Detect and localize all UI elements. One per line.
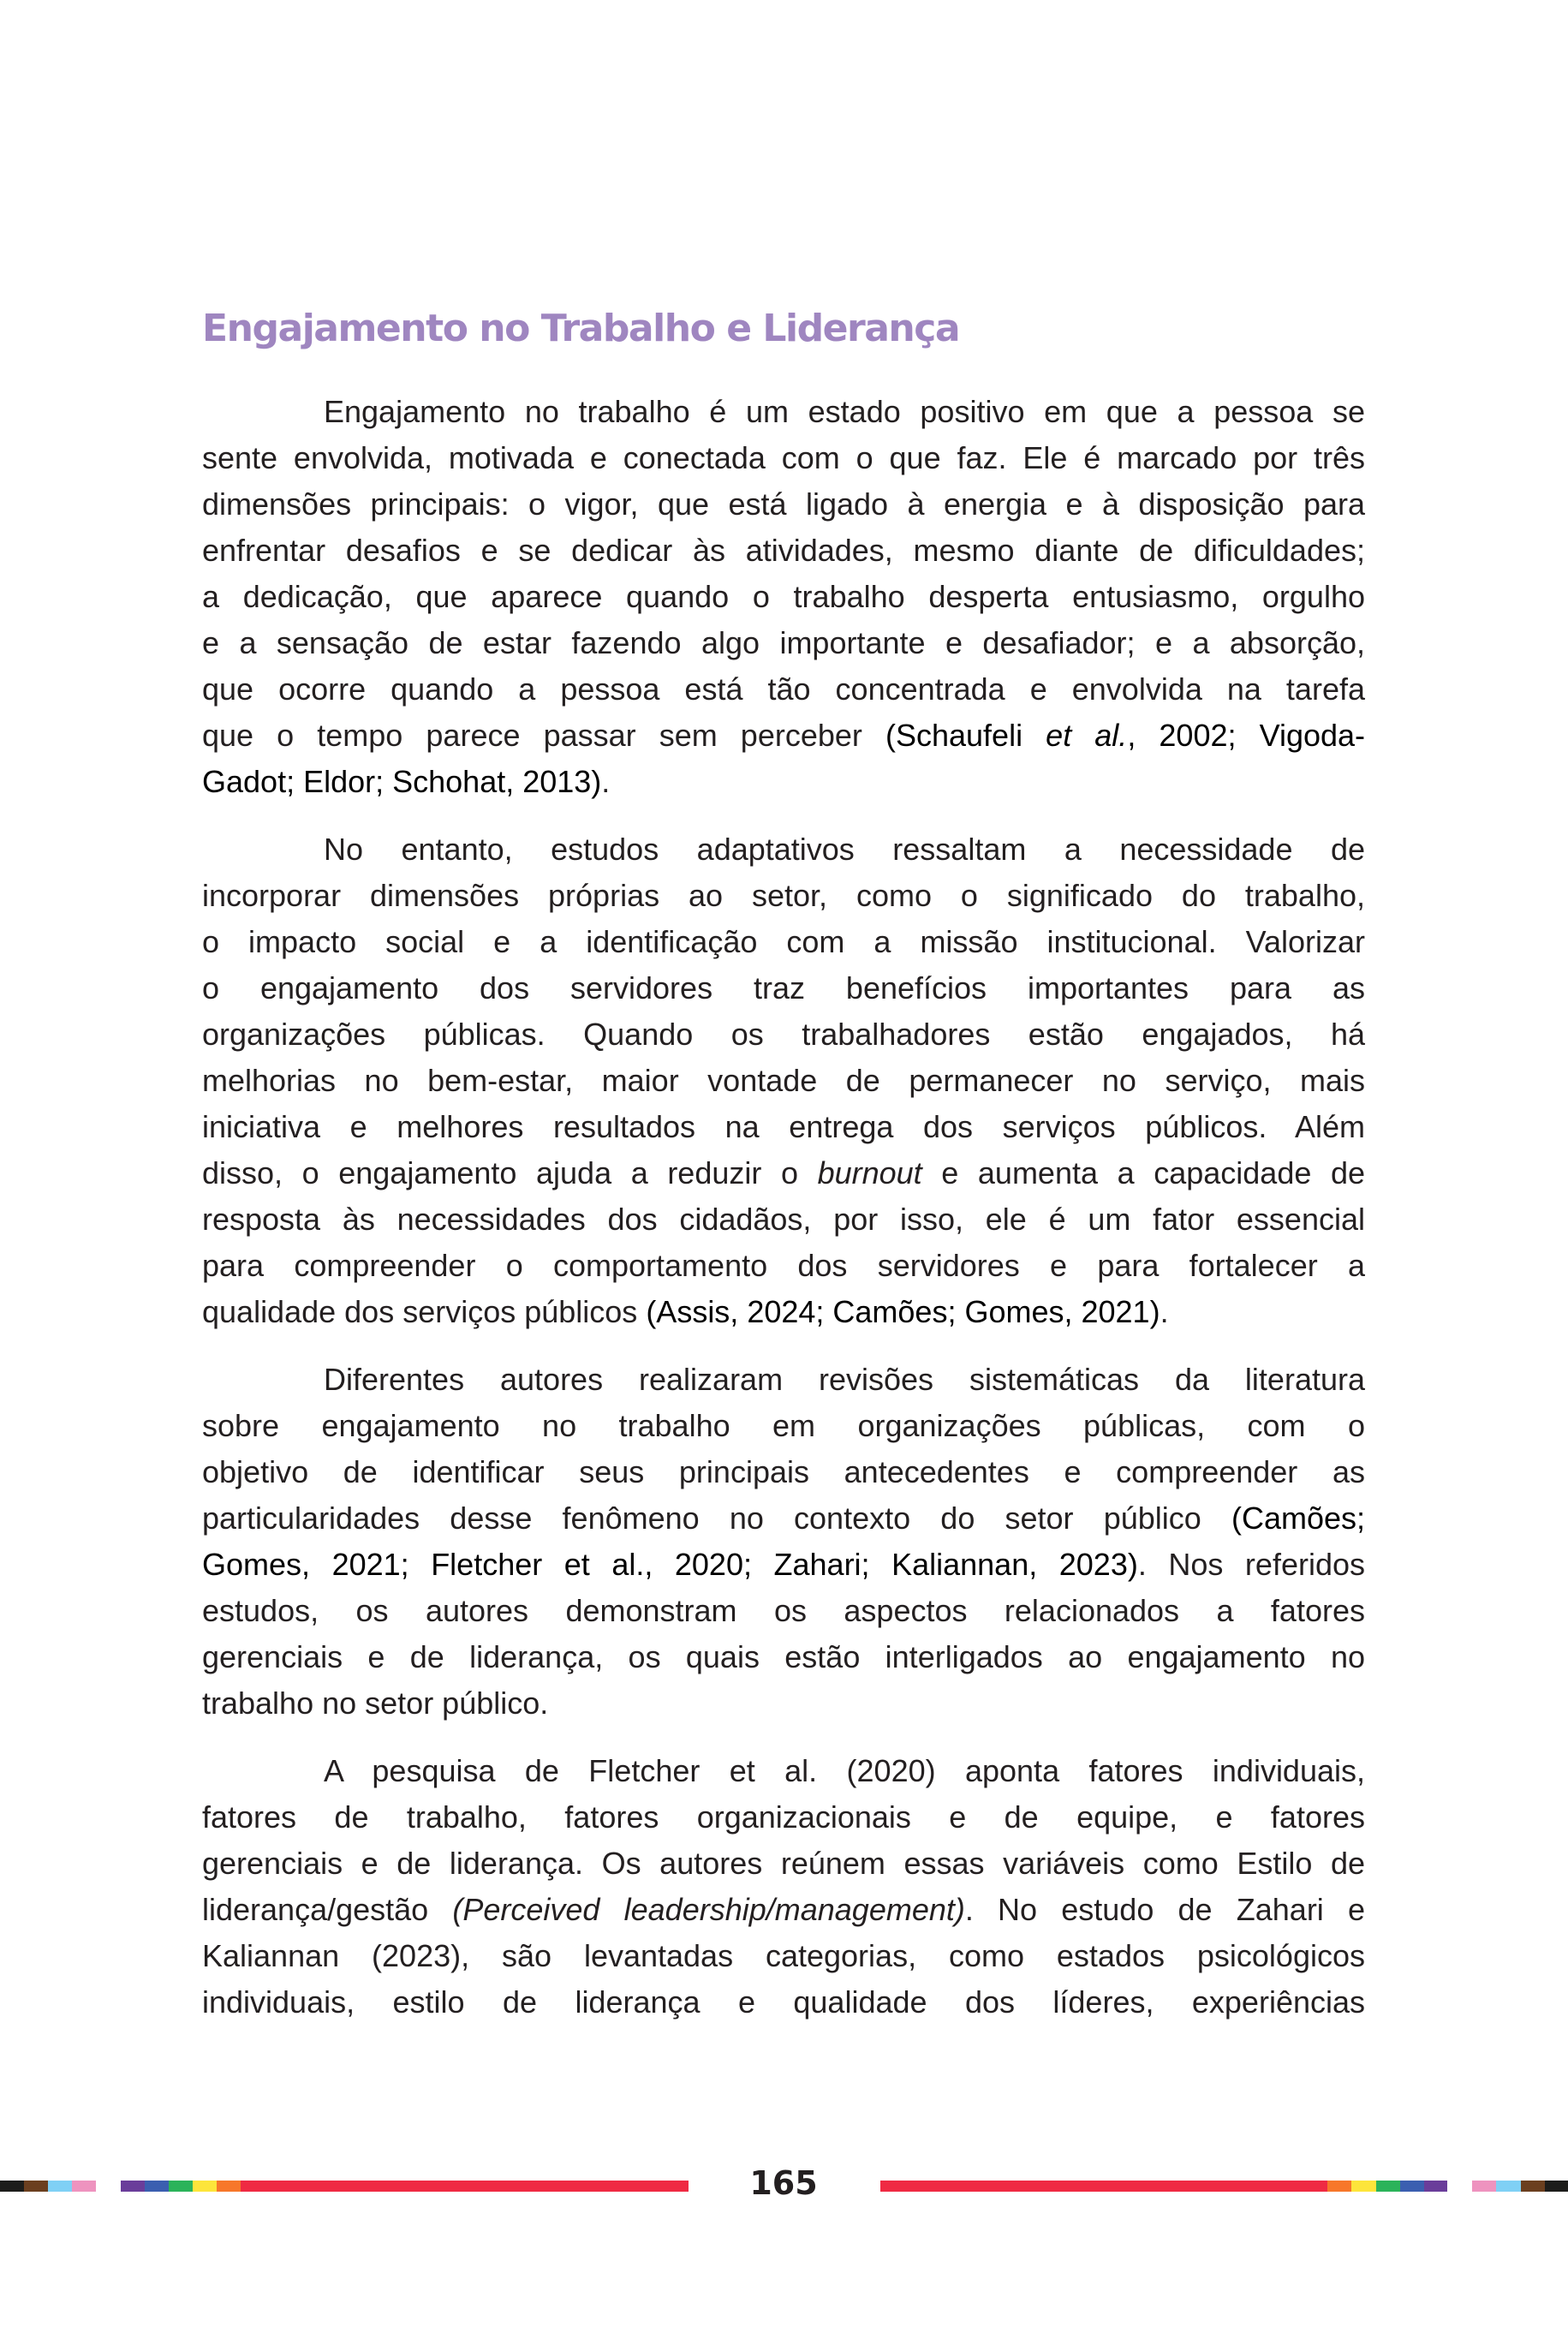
text-line-content (202, 1243, 1365, 1289)
text-line-content (324, 389, 1365, 435)
text-run: para compreender o comportamento dos servidores e para fortalecer a (202, 1248, 1365, 1283)
text-line-content (202, 919, 1365, 965)
text-run: disso, o engajamento ajuda a reduzir o (202, 1155, 818, 1190)
text-run: que o tempo parece passar sem perceber (202, 718, 885, 753)
text-line-content (202, 1058, 1365, 1104)
text-line-content (202, 1933, 1365, 1979)
text-run: . (1160, 1294, 1169, 1329)
text-run: que ocorre quando a pessoa está tão concentrada e envolvida na tarefa (202, 671, 1365, 707)
italic-text: burnout (817, 1155, 922, 1190)
text-line (202, 1933, 1365, 1979)
stripe-blue (145, 2181, 169, 2192)
text-line-content (202, 1150, 1365, 1196)
text-line-content (202, 1979, 1365, 2026)
text-line-content (202, 1289, 1365, 1335)
text-line (202, 1588, 1365, 1634)
text-line (202, 1634, 1365, 1680)
stripe-yellow (1351, 2181, 1376, 2192)
stripe-pink (72, 2181, 96, 2192)
text-line (202, 1887, 1365, 1933)
citation: (Camões; (1231, 1501, 1365, 1536)
text-run: . Nos referidos (1137, 1547, 1365, 1582)
text-run: e a sensação de estar fazendo algo importante e desafiador; e a absorção, (202, 625, 1365, 660)
text-line (324, 826, 1365, 873)
text-run: . (601, 764, 611, 799)
text-line (324, 1748, 1365, 1794)
text-line-content (202, 666, 1365, 713)
text-run: e aumenta a capacidade de (921, 1155, 1366, 1190)
stripe-yellow (193, 2181, 217, 2192)
text-run: sente envolvida, motivada e conectada com o que faz. Ele é marcado por três (202, 440, 1365, 475)
text-line (202, 873, 1365, 919)
text-line-content (202, 1196, 1365, 1243)
text-line (202, 965, 1365, 1011)
citation: et al. (1046, 718, 1128, 753)
text-run: estudos, os autores demonstram os aspectos relacionados a fatores (202, 1593, 1365, 1628)
text-run: qualidade dos serviços públicos (202, 1294, 647, 1329)
citation: , 2002; Vigoda- (1127, 718, 1366, 753)
text-run: sobre engajamento no trabalho em organizações públicas, com o (202, 1408, 1365, 1443)
stripe-light-blue (1496, 2181, 1521, 2192)
text-line-content (202, 1104, 1365, 1150)
stripe-light-blue (48, 2181, 72, 2192)
stripe-blue (1400, 2181, 1424, 2192)
text-run: a dedicação, que aparece quando o trabalho desperta entusiasmo, orgulho (202, 579, 1365, 614)
text-line-content (202, 1011, 1365, 1058)
text-run: iniciativa e melhores resultados na entrega dos serviços públicos. Além (202, 1109, 1365, 1144)
text-line (202, 1150, 1365, 1196)
text-line (202, 1011, 1365, 1058)
stripe-purple (121, 2181, 145, 2192)
text-run: trabalho no setor público. (202, 1686, 549, 1721)
text-line-content (202, 1680, 1365, 1727)
text-run: organizações públicas. Quando os trabalhadores estão engajados, há (202, 1017, 1365, 1052)
text-line-content (202, 873, 1365, 919)
text-run: Kaliannan (2023), são levantadas categorias, como estados psicológicos (202, 1938, 1365, 1973)
text-line (202, 435, 1365, 481)
text-run: A pesquisa de Fletcher et al. (2020) aponta fatores individuais, (324, 1753, 1365, 1788)
text-line-content (202, 435, 1365, 481)
text-run: gerenciais e de liderança. Os autores reúnem essas variáveis como Estilo de (202, 1846, 1365, 1881)
text-line (202, 1841, 1365, 1887)
stripe-brown (24, 2181, 48, 2192)
text-run: fatores de trabalho, fatores organizacionais e de equipe, e fatores (202, 1799, 1365, 1835)
text-line-content (202, 1495, 1365, 1542)
text-line-content (324, 1748, 1365, 1794)
text-line (202, 666, 1365, 713)
text-line-content (324, 826, 1365, 873)
stripe-black (1545, 2181, 1568, 2192)
text-line (202, 1196, 1365, 1243)
citation: Gadot; Eldor; Schohat, 2013) (202, 764, 602, 799)
text-line (202, 620, 1365, 666)
text-line-content (202, 1634, 1365, 1680)
text-line (324, 1357, 1365, 1403)
text-line-content (202, 965, 1365, 1011)
text-line-content (202, 1588, 1365, 1634)
text-run: resposta às necessidades dos cidadãos, por isso, ele é um fator essencial (202, 1202, 1365, 1237)
text-line (202, 528, 1365, 574)
text-line-content (202, 481, 1365, 528)
text-line (202, 1794, 1365, 1841)
text-line-content (202, 574, 1365, 620)
stripe-green (169, 2181, 193, 2192)
text-line (202, 1495, 1365, 1542)
text-line-content (202, 759, 1365, 805)
stripe-orange (217, 2181, 241, 2192)
citation: Gomes, 2021; Fletcher et al., 2020; Zahari; Kaliannan, 2023) (202, 1547, 1138, 1582)
text-line-content (202, 1794, 1365, 1841)
stripe-red (241, 2181, 689, 2192)
text-line (202, 574, 1365, 620)
text-line (202, 1403, 1365, 1449)
text-line (202, 1542, 1365, 1588)
text-run: o impacto social e a identificação com a missão institucional. Valorizar (202, 924, 1365, 959)
text-line (202, 1979, 1365, 2026)
text-run: incorporar dimensões próprias ao setor, como o significado do trabalho, (202, 878, 1365, 913)
text-run: Diferentes autores realizaram revisões sistemáticas da literatura (324, 1362, 1365, 1397)
text-run: enfrentar desafios e se dedicar às atividades, mesmo diante de dificuldades; (202, 533, 1365, 568)
text-line (324, 389, 1365, 435)
text-line-content (202, 1449, 1365, 1495)
text-line (202, 1680, 1365, 1727)
stripe-red (880, 2181, 1327, 2192)
text-line-content (202, 713, 1365, 759)
text-run: dimensões principais: o vigor, que está ligado à energia e à disposição para (202, 486, 1365, 522)
stripe-black (0, 2181, 24, 2192)
text-line (202, 1289, 1365, 1335)
text-line-content (202, 620, 1365, 666)
text-line (202, 481, 1365, 528)
text-run: particularidades desse fenômeno no contexto do setor público (202, 1501, 1231, 1536)
text-line-content (202, 1887, 1365, 1933)
text-line (202, 1058, 1365, 1104)
text-run: . No estudo de Zahari e (964, 1892, 1366, 1927)
text-line (202, 713, 1365, 759)
text-run: gerenciais e de liderança, os quais estão interligados ao engajamento no (202, 1639, 1365, 1674)
citation: (Assis, 2024; Camões; Gomes, 2021) (646, 1294, 1160, 1329)
text-line-content (202, 1841, 1365, 1887)
text-line (202, 1104, 1365, 1150)
text-run: liderança/gestão (202, 1892, 453, 1927)
text-run: No entanto, estudos adaptativos ressaltam a necessidade de (324, 832, 1365, 867)
text-line (202, 1449, 1365, 1495)
stripe-green (1376, 2181, 1400, 2192)
page-number: 165 (749, 2164, 818, 2202)
text-line (202, 1243, 1365, 1289)
italic-text: (Perceived leadership/management) (452, 1892, 965, 1927)
text-line-content (202, 1542, 1365, 1588)
text-line-content (202, 528, 1365, 574)
text-run: objetivo de identificar seus principais antecedentes e compreender as (202, 1454, 1365, 1489)
text-line-content (202, 1403, 1365, 1449)
stripe-brown (1521, 2181, 1545, 2192)
text-line (202, 919, 1365, 965)
text-line-content (324, 1357, 1365, 1403)
stripe-orange (1327, 2181, 1351, 2192)
citation: (Schaufeli (885, 718, 1046, 753)
text-run: o engajamento dos servidores traz benefícios importantes para as (202, 970, 1365, 1005)
section-heading: Engajamento no Trabalho e Liderança (202, 307, 960, 350)
text-run: individuais, estilo de liderança e qualidade dos líderes, experiências (202, 1984, 1365, 2020)
text-run: melhorias no bem-estar, maior vontade de permanecer no serviço, mais (202, 1063, 1365, 1098)
text-run: Engajamento no trabalho é um estado positivo em que a pessoa se (324, 394, 1365, 429)
text-line (202, 759, 1365, 805)
stripe-purple (1424, 2181, 1447, 2192)
stripe-pink (1472, 2181, 1496, 2192)
